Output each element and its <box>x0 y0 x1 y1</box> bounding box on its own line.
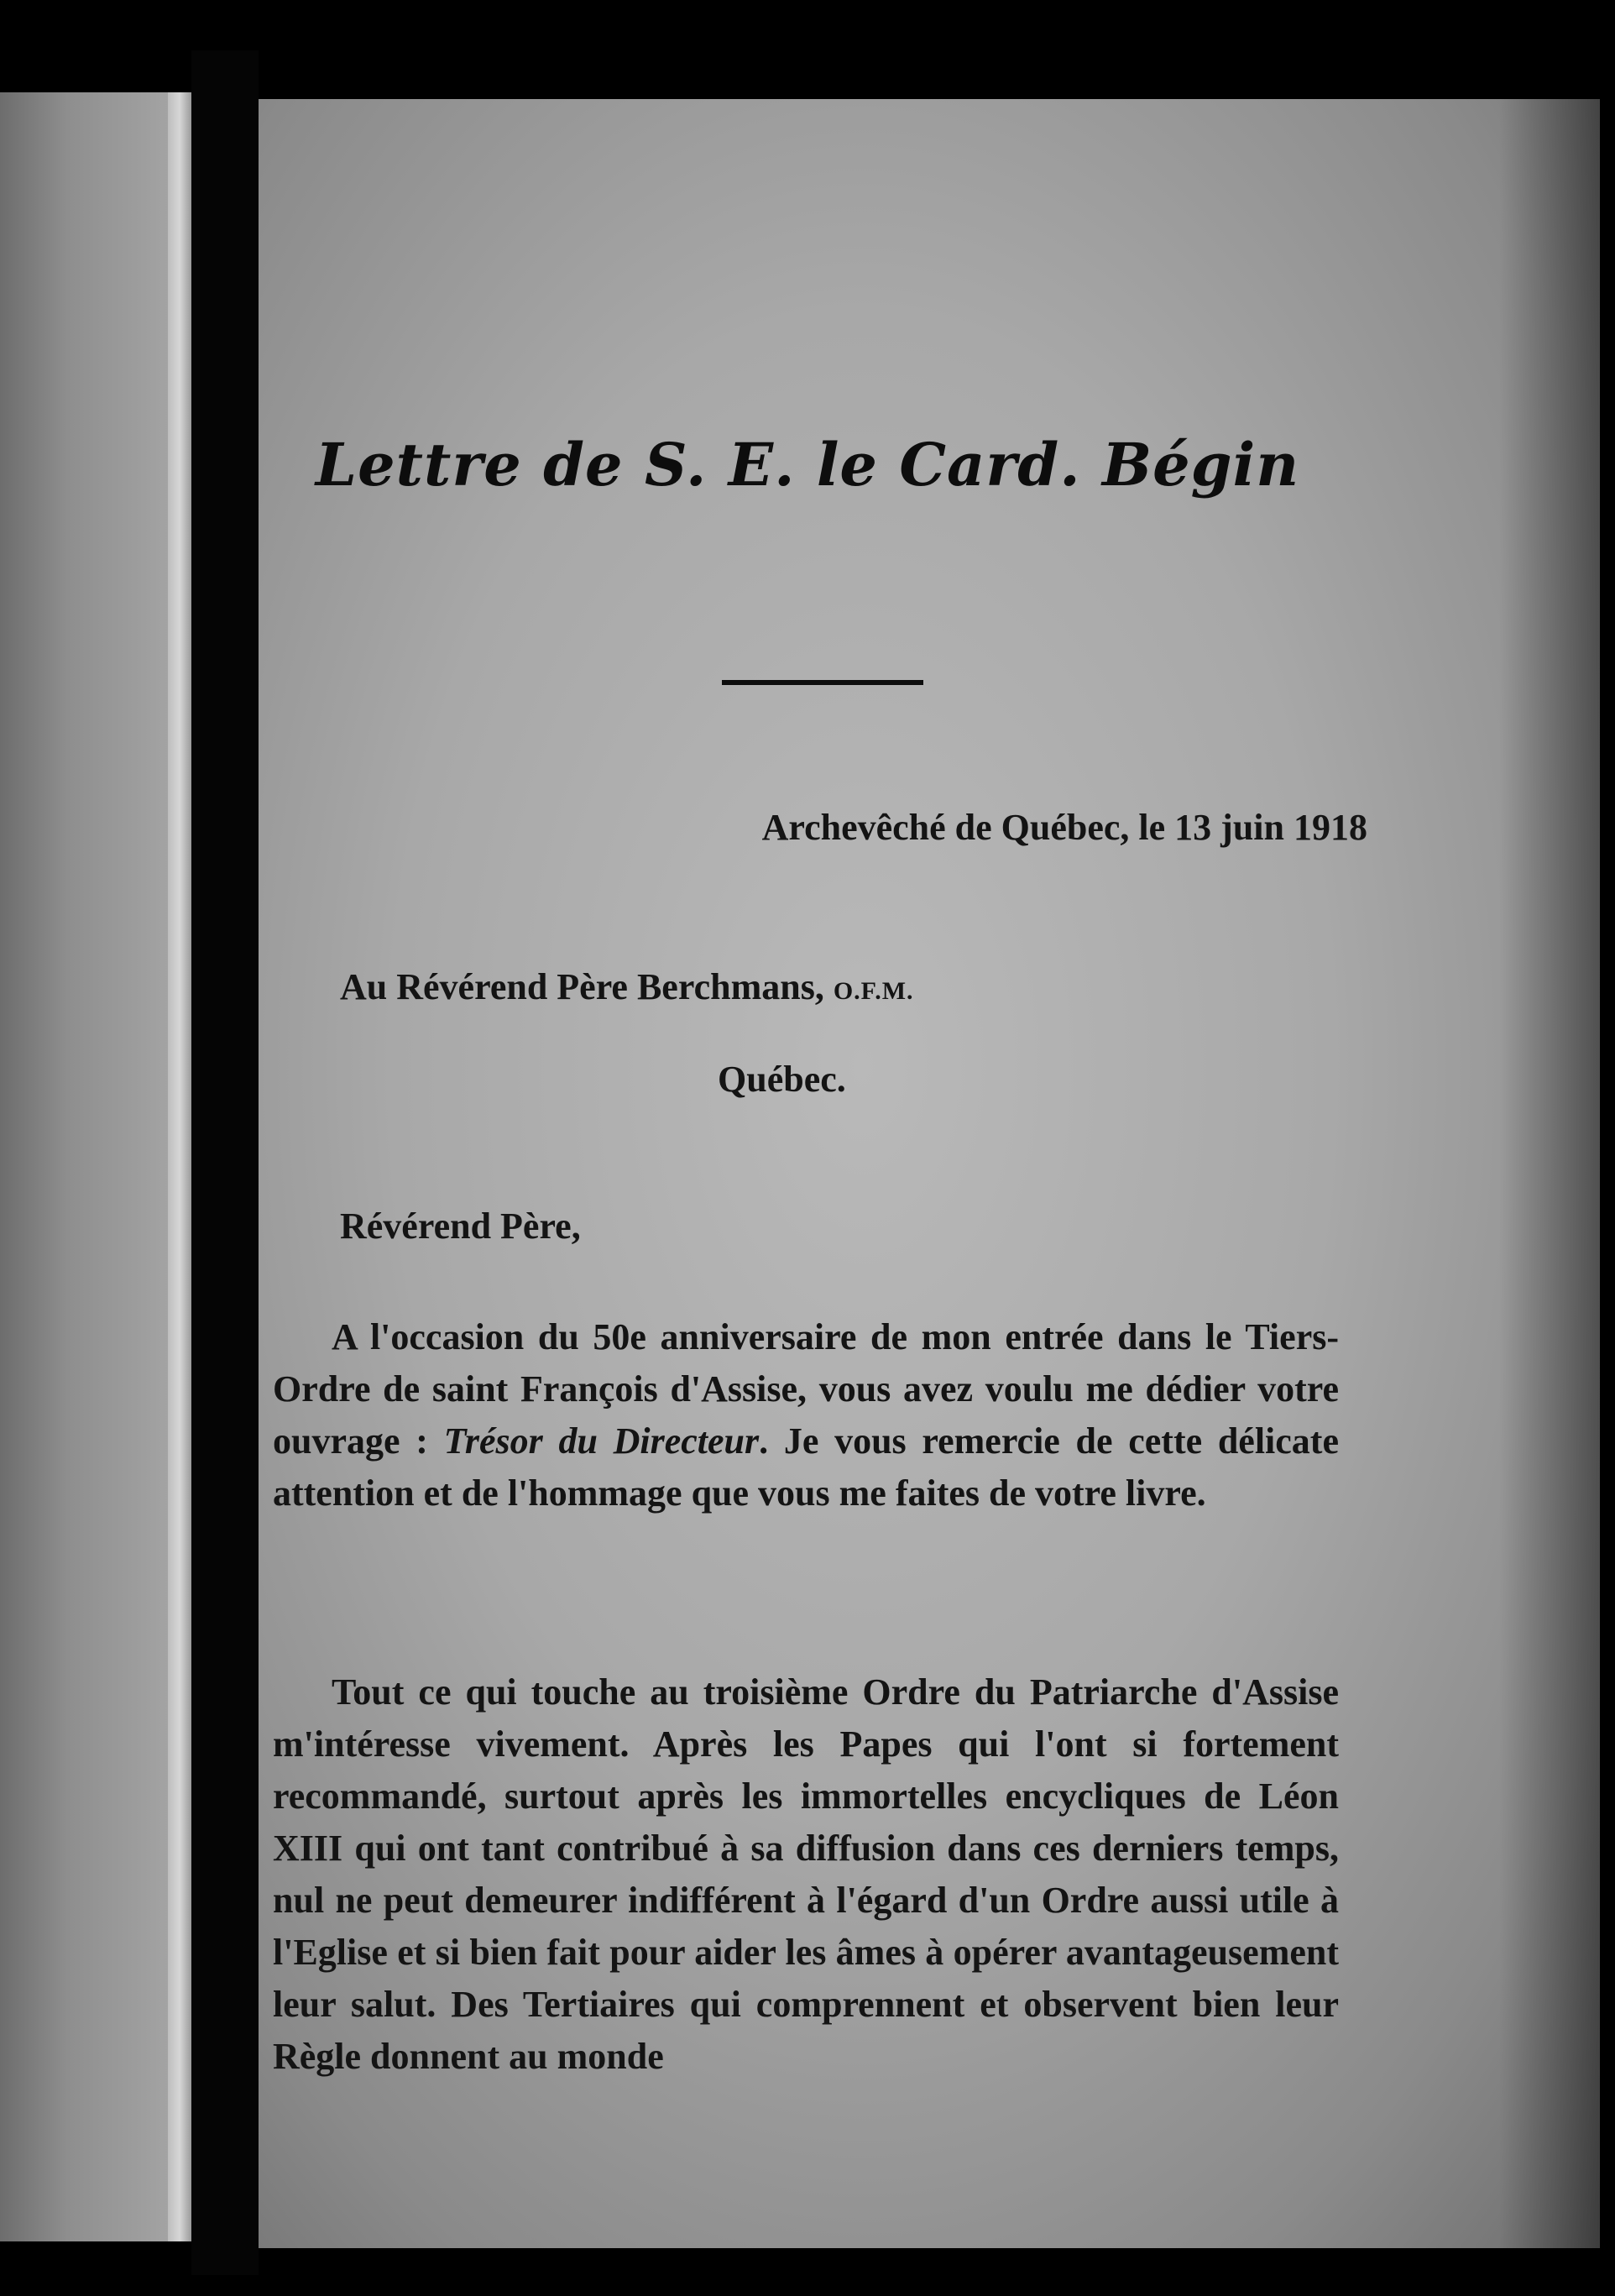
paragraph-1-end: . Je vous remercie de cette délicate attention et de l'hommage que vous me faites de votre livre. <box>273 1420 1339 1514</box>
addressee <box>340 961 914 1017</box>
addressee-name: Au Révérend Père Berchmans, <box>340 966 824 1007</box>
addressee-order: O.F.M. <box>833 977 914 1005</box>
facing-page <box>0 92 168 2241</box>
dateline: Archevêché de Québec, le 13 juin 1918 <box>761 807 1367 848</box>
salutation: Révérend Père, <box>340 1206 581 1247</box>
paragraph-1-start: A l'occasion du 50e anniversaire de mon entrée dans le Tiers-Ordre de saint François d'Assise, vous avez voulu me dédier votre ouvrage : <box>273 1316 1339 1462</box>
title-rule <box>722 680 923 685</box>
paragraph-1 <box>273 1311 1339 1519</box>
book-gutter <box>191 50 259 2275</box>
addressee-city: Québec. <box>718 1059 846 1100</box>
page-shadow <box>1499 99 1600 2248</box>
paragraph-2: Tout ce qui touche au troisième Ordre du Patriarche d'Assise m'intéresse vivement. Après les Papes qui l'ont si fortement recommandé, surtout après les immortelles encycliques de Léon XIII qui ont tant contribué à sa diffusion dans ces derniers temps, nul ne peut demeurer indifférent à l'égard d'un Ordre aussi utile à l'Eglise et si bien fait pour aider les âmes à opérer avantageusement leur salut. Des Tertiaires qui comprennent et observent bien leur Règle donnent au monde <box>273 1671 1339 2077</box>
page-title: Lettre de S. E. le Card. Bégin <box>315 430 1300 499</box>
book-title: Trésor du Directeur <box>443 1420 760 1462</box>
facing-page-edge <box>168 92 191 2241</box>
